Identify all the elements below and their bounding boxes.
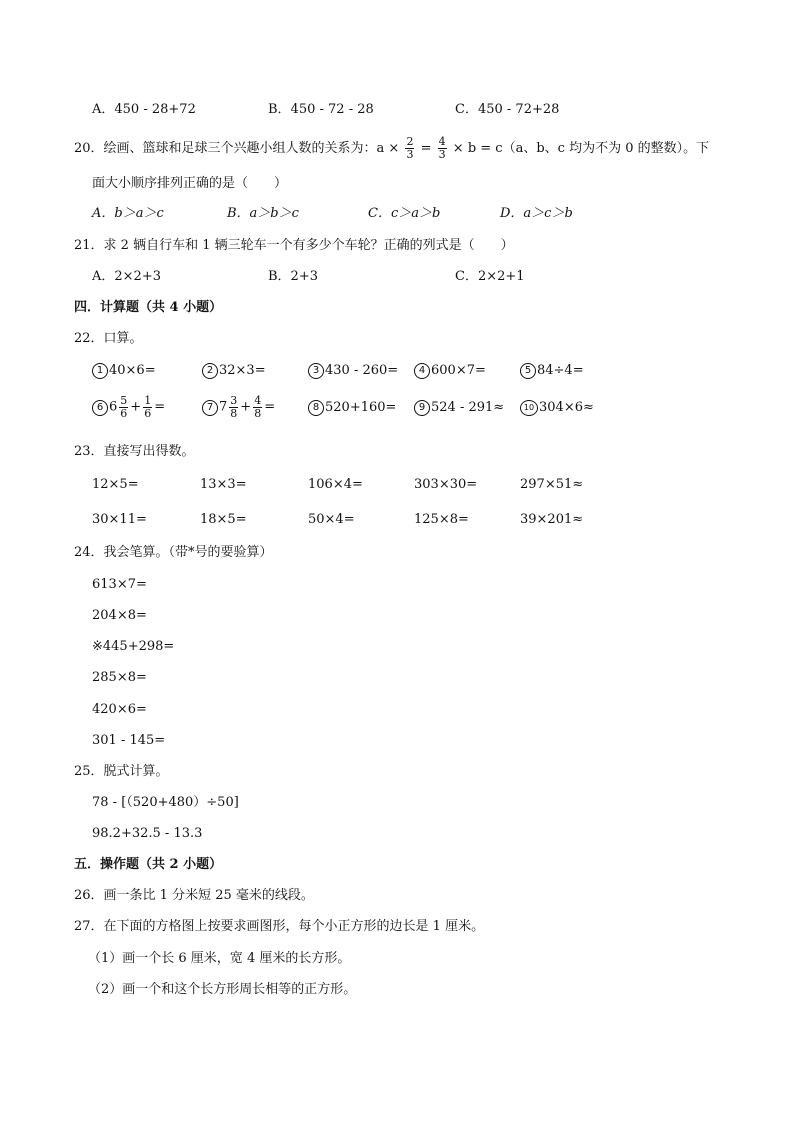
q19-option-c: C．450 - 72+28 [455, 102, 560, 117]
q22-item-6 [92, 395, 165, 420]
q22-expr-1: 40×6= [109, 363, 156, 378]
q22-item6-frac-b-num: 1 [144, 394, 152, 407]
q22-item7-frac-b-num: 4 [254, 394, 262, 407]
q22-mark-4: 4 [414, 363, 430, 379]
q22-item7-frac-a-den: 8 [230, 407, 238, 420]
q20-option-c: C．c＞a＞b [368, 206, 441, 221]
q22-item7-frac-b [253, 395, 262, 420]
q22-item6-frac-b [143, 395, 152, 420]
q23-r2-c1: 30×11= [92, 512, 147, 527]
q22-expr-4: 600×7= [431, 363, 486, 378]
q27-sub-2: （2）画一个和这个长方形周长相等的正方形。 [88, 982, 357, 997]
q22-expr-10: 304×6≈ [539, 400, 594, 415]
q22-item6-int: 6 [109, 399, 118, 415]
q22-item-8 [308, 399, 396, 417]
q23-r1-c3: 106×4= [308, 477, 363, 492]
q25-item-1: 78 - [（520+480）÷50] [92, 795, 239, 810]
q23-r2-c4: 125×8= [414, 512, 469, 527]
q21-question: 21．求 2 辆自行车和 1 辆三轮车一个有多少个车轮？正确的列式是（ ） [74, 238, 514, 253]
q22-mark-7: 7 [202, 400, 218, 416]
q24-item-5: 420×6= [92, 702, 147, 717]
q21-option-a: A．2×2+3 [92, 269, 161, 284]
q20-fraction-2 [438, 136, 447, 161]
q22-item-2 [202, 362, 266, 380]
q20-prefix: 20．绘画、篮球和足球三个兴趣小组人数的关系为：a × [74, 141, 400, 156]
q22-title: 22．口算。 [74, 331, 143, 346]
q22-item-4 [414, 362, 486, 380]
q22-expr-9: 524 - 291≈ [431, 400, 505, 415]
q22-expr-5: 84÷4= [537, 363, 584, 378]
q22-expr-8: 520+160= [325, 400, 397, 415]
q20-equals: = [420, 141, 432, 156]
q22-item6-op: + [130, 399, 142, 415]
q19-option-a: A．450 - 28+72 [92, 102, 196, 117]
q20-option-d: D．a＞c＞b [500, 206, 573, 221]
q24-item-1: 613×7= [92, 577, 147, 592]
q22-mark-8: 8 [308, 400, 324, 416]
q20-fraction-1 [405, 136, 414, 161]
q22-mark-9: 9 [414, 400, 430, 416]
q22-mark-6: 6 [92, 400, 108, 416]
q22-item7-eq: = [264, 399, 276, 415]
q23-r2-c2: 18×5= [200, 512, 247, 527]
q22-mark-2: 2 [202, 363, 218, 379]
q20-frac1-num: 2 [406, 135, 414, 148]
q22-expr-3: 430 - 260= [325, 363, 399, 378]
q24-item-2: 204×8= [92, 608, 147, 623]
section-4-title: 四．计算题（共 4 小题） [74, 300, 223, 315]
q24-item-6: 301 - 145= [92, 733, 166, 748]
q22-item-7 [202, 395, 275, 420]
q23-r2-c3: 50×4= [308, 512, 355, 527]
q21-option-c: C．2×2+1 [455, 269, 525, 284]
q19-option-b: B．450 - 72 - 28 [268, 102, 374, 117]
q22-mark-10: 10 [520, 400, 538, 416]
q24-item-4: 285×8= [92, 670, 147, 685]
q25-title: 25．脱式计算。 [74, 764, 169, 779]
q22-item7-frac-a [229, 395, 238, 420]
q20-option-a: A．b＞a＞c [92, 206, 164, 221]
q23-r2-c5: 39×201≈ [520, 512, 584, 527]
q22-item-10 [520, 399, 594, 417]
q21-option-b: B．2+3 [268, 269, 318, 284]
q22-item6-frac-a-den: 6 [120, 407, 128, 420]
q22-item6-eq: = [154, 399, 166, 415]
q24-item-3: ※445+298= [92, 639, 175, 654]
q20-frac2-den: 3 [438, 148, 446, 161]
q22-item6-frac-a-num: 5 [120, 394, 128, 407]
q22-item7-frac-b-den: 8 [254, 407, 262, 420]
q25-item-2: 98.2+32.5 - 13.3 [92, 826, 203, 841]
q22-item-1 [92, 362, 156, 380]
q22-item-3 [308, 362, 398, 380]
q20-question [74, 136, 709, 161]
q22-item-5 [520, 362, 584, 380]
q22-mark-3: 3 [308, 363, 324, 379]
q22-item7-op: + [240, 399, 252, 415]
q20-frac1-den: 3 [406, 148, 414, 161]
q24-title: 24．我会笔算。（带*号的要验算） [74, 545, 273, 560]
q22-mark-5: 5 [520, 363, 536, 379]
q23-r1-c4: 303×30= [414, 477, 478, 492]
q22-item7-int: 7 [219, 399, 228, 415]
q22-item-9 [414, 399, 504, 417]
q27-sub-1: （1）画一个长 6 厘米，宽 4 厘米的长方形。 [88, 951, 351, 966]
q20-line2: 面大小顺序排列正确的是（ ） [92, 176, 288, 191]
q20-option-b: B．a＞b＞c [227, 206, 299, 221]
q23-r1-c1: 12×5= [92, 477, 139, 492]
q23-r1-c2: 13×3= [200, 477, 247, 492]
q20-mid: × b = c（a、b、c 均为不为 0 的整数）。下 [452, 141, 710, 156]
q22-item6-frac-b-den: 6 [144, 407, 152, 420]
q20-frac2-num: 4 [438, 135, 446, 148]
q27-title: 27．在下面的方格图上按要求画图形，每个小正方形的边长是 1 厘米。 [74, 919, 485, 934]
q23-r1-c5: 297×51≈ [520, 477, 584, 492]
q26-question: 26．画一条比 1 分米短 25 毫米的线段。 [74, 888, 314, 903]
q22-expr-2: 32×3= [219, 363, 266, 378]
section-5-title: 五．操作题（共 2 小题） [74, 857, 223, 872]
q22-item6-frac-a [119, 395, 128, 420]
q22-mark-1: 1 [92, 363, 108, 379]
q23-title: 23．直接写出得数。 [74, 444, 195, 459]
q22-item7-frac-a-num: 3 [230, 394, 238, 407]
